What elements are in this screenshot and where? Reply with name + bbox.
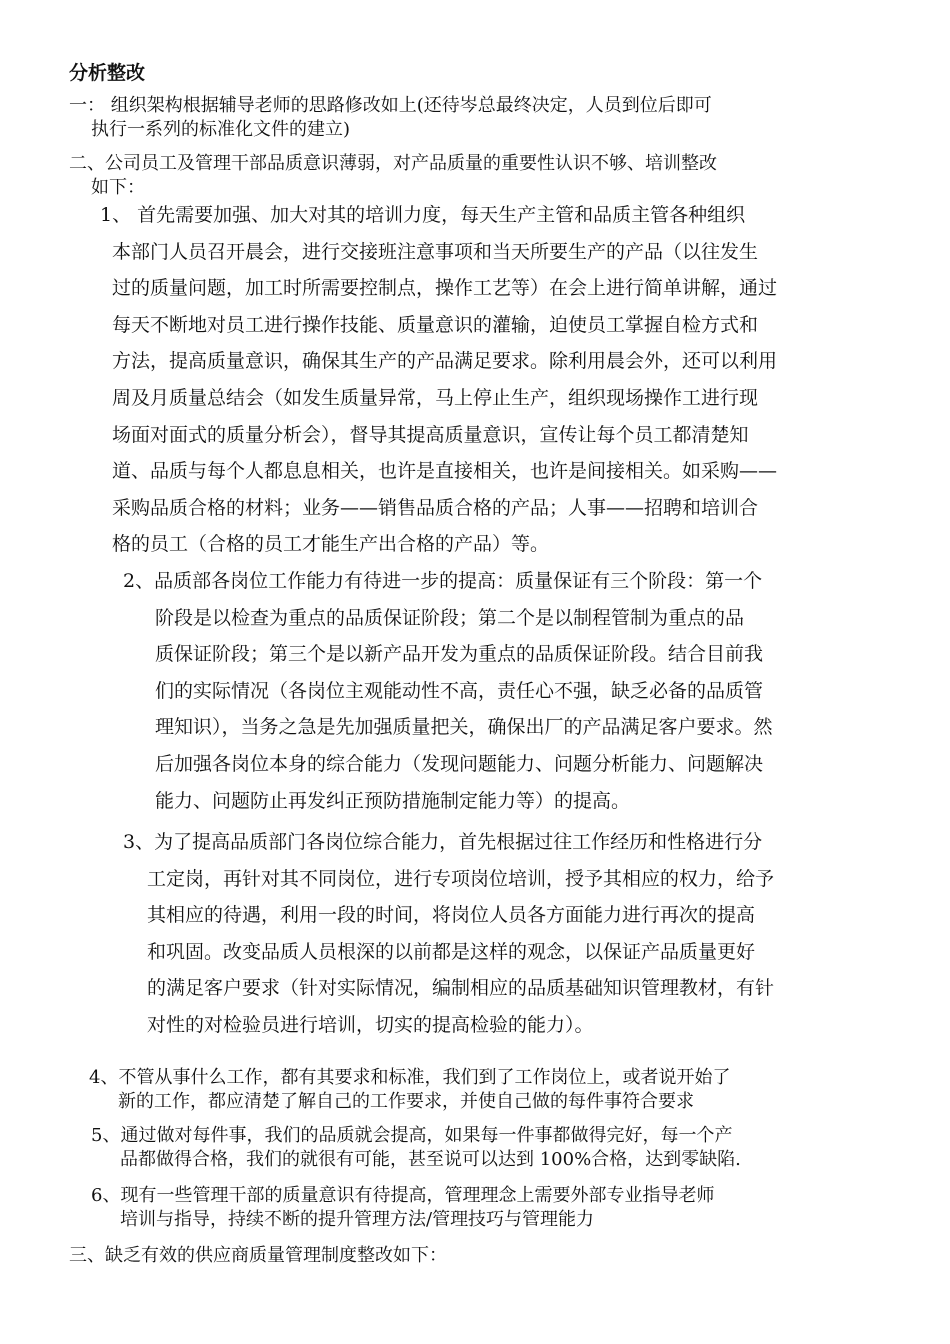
section-2-line-1: 二、公司员工及管理干部品质意识薄弱，对产品质量的重要性认识不够、培训整改 xyxy=(69,153,717,174)
paragraph-5-line-1: 5、通过做对每件事，我们的品质就会提高，如果每一件事都做得完好，每一个产 xyxy=(91,1125,733,1146)
paragraph-5 xyxy=(91,1124,741,1172)
paragraph-1-line: 过的质量问题，加工时所需要控制点，操作工艺等）在会上进行简单讲解，通过 xyxy=(112,277,778,300)
paragraph-5-line-2: 品都做得合格，我们的就很有可能，甚至说可以达到 100%合格，达到零缺陷. xyxy=(120,1149,741,1170)
paragraph-1-line: 方法，提高质量意识，确保其生产的产品满足要求。除利用晨会外，还可以利用 xyxy=(112,350,778,373)
paragraph-2-line: 质保证阶段；第三个是以新产品开发为重点的品质保证阶段。结合目前我 xyxy=(155,643,764,666)
paragraph-3-line: 和巩固。改变品质人员根深的以前都是这样的观念，以保证产品质量更好 xyxy=(147,940,756,963)
section-2-line-2: 如下： xyxy=(91,177,145,198)
paragraph-1-line: 格的员工（合格的员工才能生产出合格的产品）等。 xyxy=(112,533,550,556)
paragraph-1 xyxy=(100,197,777,563)
paragraph-2-line: 后加强各岗位本身的综合能力（发现问题能力、问题分析能力、问题解决 xyxy=(155,752,764,775)
paragraph-6-line-1: 6、现有一些管理干部的质量意识有待提高，管理理念上需要外部专业指导老师 xyxy=(91,1185,715,1206)
paragraph-4 xyxy=(89,1066,730,1114)
section-2 xyxy=(69,152,717,200)
page-title: 分析整改 xyxy=(69,62,146,84)
paragraph-2-line: 2、品质部各岗位工作能力有待进一步的提高：质量保证有三个阶段：第一个 xyxy=(123,570,763,592)
paragraph-3-line: 对性的对检验员进行培训，切实的提高检验的能力）。 xyxy=(147,1013,594,1036)
paragraph-1-line: 场面对面式的质量分析会），督导其提高质量意识，宣传让每个员工都清楚知 xyxy=(112,423,749,446)
section-3 xyxy=(69,1244,447,1268)
section-1 xyxy=(69,94,712,142)
paragraph-6-line-2: 培训与指导，持续不断的提升管理方法/管理技巧与管理能力 xyxy=(120,1209,595,1230)
paragraph-1-line: 采购品质合格的材料；业务——销售品质合格的产品；人事——招聘和培训合 xyxy=(112,496,759,519)
paragraph-1-line: 1、 首先需要加强、加大对其的培训力度，每天生产主管和品质主管各种组织 xyxy=(100,204,746,226)
section-1-line-1: 一： 组织架构根据辅导老师的思路修改如上(还待岑总最终决定，人员到位后即可 xyxy=(69,95,712,116)
paragraph-6 xyxy=(91,1184,714,1232)
section-3-line-1: 三、缺乏有效的供应商质量管理制度整改如下： xyxy=(69,1245,447,1266)
paragraph-1-line: 周及月质量总结会（如发生质量异常，马上停止生产，组织现场操作工进行现 xyxy=(112,386,759,409)
paragraph-1-line: 每天不断地对员工进行操作技能、质量意识的灌输，迫使员工掌握自检方式和 xyxy=(112,313,759,336)
paragraph-3-line: 3、为了提高品质部门各岗位综合能力，首先根据过往工作经历和性格进行分 xyxy=(123,831,763,853)
section-1-line-2: 执行一系列的标准化文件的建立) xyxy=(91,119,351,140)
paragraph-2-line: 能力、问题防止再发纠正预防措施制定能力等）的提高。 xyxy=(155,789,631,812)
paragraph-4-line-1: 4、不管从事什么工作，都有其要求和标准，我们到了工作岗位上，或者说开始了 xyxy=(89,1067,731,1088)
paragraph-2 xyxy=(123,563,773,819)
paragraph-1-line: 道、品质与每个人都息息相关，也许是直接相关，也许是间接相关。如采购—— xyxy=(112,460,778,483)
paragraph-3-line: 其相应的待遇，利用一段的时间，将岗位人员各方面能力进行再次的提高 xyxy=(147,904,756,927)
paragraph-3 xyxy=(123,824,774,1044)
paragraph-2-line: 们的实际情况（各岗位主观能动性不高，责任心不强，缺乏必备的品质管 xyxy=(155,679,764,702)
paragraph-3-line: 的满足客户要求（针对实际情况，编制相应的品质基础知识管理教材，有针 xyxy=(147,977,775,1000)
paragraph-2-line: 阶段是以检查为重点的品质保证阶段；第二个是以制程管制为重点的品 xyxy=(155,606,745,629)
paragraph-4-line-2: 新的工作，都应清楚了解自己的工作要求，并使自己做的每件事符合要求 xyxy=(118,1091,694,1112)
paragraph-3-line: 工定岗，再针对其不同岗位，进行专项岗位培训，授予其相应的权力，给予 xyxy=(147,867,775,890)
paragraph-2-line: 理知识），当务之急是先加强质量把关，确保出厂的产品满足客户要求。然 xyxy=(155,716,773,739)
paragraph-1-line: 本部门人员召开晨会，进行交接班注意事项和当天所要生产的产品（以往发生 xyxy=(112,240,759,263)
